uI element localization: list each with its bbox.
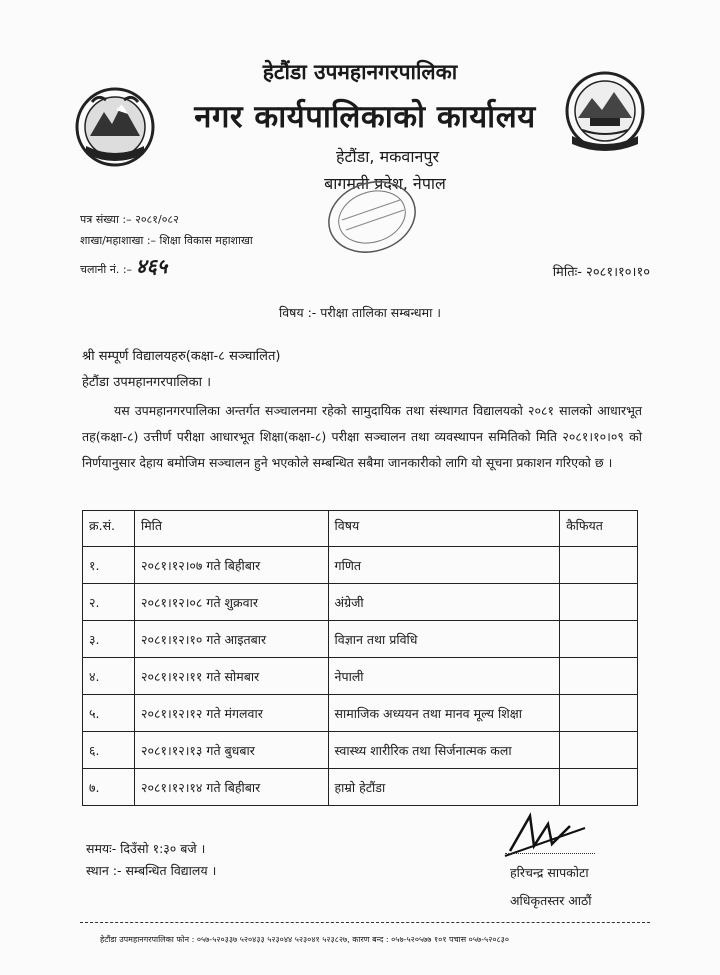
letter-date: मितिः- २०८१।१०।१० [552, 265, 650, 280]
exam-schedule-table [82, 510, 638, 806]
signature-line [505, 853, 595, 854]
cell-date: २०८१।१२।१४ गते बिहीबार [134, 769, 328, 806]
table-row [83, 658, 638, 695]
dispatch-number-label: चलानी नं. :– [80, 263, 133, 276]
exam-venue: स्थान :- सम्बन्धित विद्यालय । [86, 863, 217, 878]
dispatch-number-value: ४६५ [136, 254, 168, 278]
footer-contact: हेटौंडा उपमहानगरपालिका फोन : ०५७-५२०३३७ ५२०४३३ ५२३०४४ ५२३०४१ ५२३८२७, कारण बन्द : ०५७-५२०५७७ १०१ पचास ०५७-५२०८३० [100, 935, 509, 944]
header-remarks: कैफियत [560, 511, 638, 547]
table-row [83, 584, 638, 621]
cell-subject: अंग्रेजी [328, 584, 560, 621]
cell-serial: २. [83, 584, 135, 621]
cell-date: २०८१।१२।११ गते सोमबार [134, 658, 328, 695]
header-subject: विषय [328, 511, 560, 547]
cell-date: २०८१।१२।०७ गते बिहीबार [134, 547, 328, 584]
cell-serial: ६. [83, 732, 135, 769]
cell-date: २०८१।१२।१० गते आइतबार [134, 621, 328, 658]
cell-remarks [560, 732, 638, 769]
cell-subject: स्वास्थ्य शारीरिक तथा सिर्जनात्मक कला [328, 732, 560, 769]
cell-date: २०८१।१२।१२ गते मंगलवार [134, 695, 328, 732]
letter-number: पत्र संख्या :– २०८१/०८२ [80, 213, 179, 226]
cell-remarks [560, 695, 638, 732]
division-name: शाखा/महाशाखा :– शिक्षा विकास महाशाखा [80, 234, 253, 247]
table-row [83, 769, 638, 806]
recipient-line-2: हेटौंडा उपमहानगरपालिका । [82, 375, 212, 390]
cell-remarks [560, 547, 638, 584]
table-row [83, 547, 638, 584]
cell-remarks [560, 658, 638, 695]
notice-body: यस उपमहानगरपालिका अन्तर्गत सञ्चालनमा रहेको सामुदायिक तथा संस्थागत विद्यालयको २०८१ सालको आधारभूत तह(कक्षा-८) उत्तीर्ण परीक्षा आधारभूत शिक्षा(कक्षा-८) परीक्षा सञ्चालन तथा व्यवस्थापन समितिको मिति २०८१।१०।०९ को निर्णयानुसार देहाय बमोजिम सञ्चालन हुने भएकोले सम्बन्धित सबैमा जानकारीको लागि यो सूचना प्रकाशन गरिएको छ । [82, 403, 642, 470]
table-header-row [83, 511, 638, 547]
cell-subject: गणित [328, 547, 560, 584]
cell-date: २०८१।१२।१३ गते बुधबार [134, 732, 328, 769]
cell-remarks [560, 621, 638, 658]
signer-title: अधिकृतस्तर आठौं [510, 893, 592, 908]
office-address: हेटौंडा, मकवानपुर [336, 147, 439, 166]
exam-time: समयः- दिउँसो १:३० बजे । [86, 841, 206, 856]
signature-icon [500, 806, 590, 866]
cell-serial: ७. [83, 769, 135, 806]
dispatch-number [80, 252, 167, 279]
cell-serial: १. [83, 547, 135, 584]
header-date: मिति [134, 511, 328, 547]
cell-serial: ५. [83, 695, 135, 732]
cell-subject: विज्ञान तथा प्रविधि [328, 621, 560, 658]
office-stamp-icon [322, 178, 422, 256]
cell-remarks [560, 769, 638, 806]
cell-serial: ३. [83, 621, 135, 658]
letter-subject: विषय :- परीक्षा तालिका सम्बन्धमा । [278, 305, 442, 320]
office-title: नगर कार्यपालिकाको कार्यालय [194, 99, 536, 135]
office-province: बागमती प्रदेश, नेपाल [324, 174, 446, 193]
table-row [83, 732, 638, 769]
municipality-name: हेटौंडा उपमहानगरपालिका [262, 60, 458, 84]
table-row [83, 695, 638, 732]
cell-date: २०८१।१२।०८ गते शुक्रवार [134, 584, 328, 621]
header-serial: क्र.सं. [83, 511, 135, 547]
cell-serial: ४. [83, 658, 135, 695]
signer-name: हरिचन्द्र सापकोटा [510, 865, 589, 880]
footer-divider [80, 922, 650, 923]
recipient-line-1: श्री सम्पूर्ण विद्यालयहरु(कक्षा-८ सञ्चालित) [82, 349, 281, 364]
table-row [83, 621, 638, 658]
cell-remarks [560, 584, 638, 621]
cell-subject: सामाजिक अध्ययन तथा मानव मूल्य शिक्षा [328, 695, 560, 732]
cell-subject: नेपाली [328, 658, 560, 695]
cell-subject: हाम्रो हेटौंडा [328, 769, 560, 806]
